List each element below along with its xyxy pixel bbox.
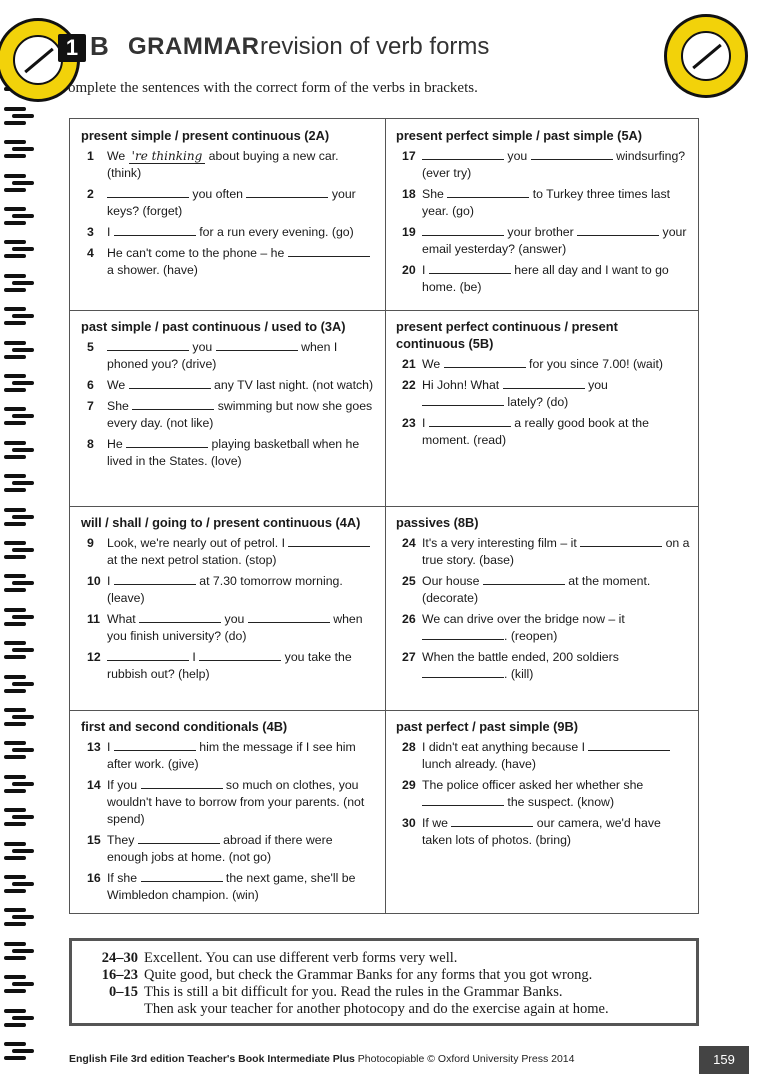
exercise-item — [81, 535, 375, 569]
item-text: She swimming but now she goes every day. (not like) — [107, 399, 373, 430]
exercise-grid — [69, 118, 699, 914]
item-text: We for you since 7.00! (wait) — [422, 357, 664, 371]
exercise-section — [70, 710, 385, 915]
spiral-coil — [4, 741, 34, 759]
exercise-item — [396, 262, 690, 296]
spiral-coil — [4, 1009, 34, 1027]
item-number: 5 — [87, 340, 94, 354]
stamp-slash-icon — [692, 44, 722, 69]
spiral-coil — [4, 708, 34, 726]
stamp-slash-icon — [24, 48, 54, 73]
item-text: I for a run every evening. (go) — [107, 225, 354, 239]
answer-blank[interactable] — [288, 245, 370, 257]
spiral-coil — [4, 474, 34, 492]
answer-blank[interactable] — [132, 398, 214, 410]
answer-blank[interactable] — [422, 148, 504, 160]
score-text: Excellent. You can use different verb forms very well. — [144, 950, 458, 966]
answer-blank[interactable] — [114, 573, 196, 585]
score-text: Then ask your teacher for another photocopy and do the exercise again at home. — [144, 1001, 609, 1017]
exercise-item — [396, 186, 690, 220]
answer-blank[interactable] — [447, 186, 529, 198]
answer-blank[interactable] — [114, 739, 196, 751]
spiral-coil — [4, 140, 34, 158]
item-text: We can drive over the bridge now – it . (reopen) — [422, 612, 625, 643]
exercise-item — [396, 356, 690, 373]
lesson-number-badge: 1 — [58, 34, 86, 62]
verb-hint: (think) — [107, 166, 142, 180]
item-number: 22 — [402, 378, 416, 392]
item-text: If you so much on clothes, you wouldn't have to borrow from your parents. (not spend) — [107, 778, 365, 826]
exercise-item — [396, 739, 690, 773]
item-number: 6 — [87, 378, 94, 392]
answer-blank[interactable] — [139, 611, 221, 623]
pdf-xchange-stamp-right[interactable] — [664, 14, 748, 98]
spiral-coil — [4, 808, 34, 826]
item-number: 29 — [402, 778, 416, 792]
heading-grammar: GRAMMAR — [128, 33, 260, 60]
answer-blank[interactable] — [503, 377, 585, 389]
exercise-item — [81, 245, 375, 279]
item-number: 24 — [402, 536, 416, 550]
stamp-center — [681, 31, 731, 81]
item-text: If we our camera, we'd have taken lots of photos. (bring) — [422, 816, 661, 847]
item-text: your brother your email yesterday? (answer) — [422, 225, 687, 256]
exercise-item — [81, 739, 375, 773]
spiral-coil — [4, 574, 34, 592]
exercise-item — [81, 377, 375, 394]
spiral-coil — [4, 942, 34, 960]
spiral-coil — [4, 107, 34, 125]
item-number: 2 — [87, 187, 94, 201]
page-number: 159 — [699, 1046, 749, 1074]
item-number: 15 — [87, 833, 101, 847]
spiral-coil — [4, 240, 34, 258]
exercise-item — [396, 224, 690, 258]
answer-blank[interactable] — [577, 224, 659, 236]
answer-blank[interactable] — [107, 339, 189, 351]
answer-blank[interactable] — [451, 815, 533, 827]
section-title: present simple / present continuous (2A) — [81, 128, 330, 143]
item-number: 26 — [402, 612, 416, 626]
item-number: 11 — [87, 612, 100, 626]
item-text-start: We — [107, 149, 126, 163]
exercise-item — [81, 436, 375, 470]
exercise-section — [385, 710, 700, 915]
lesson-letter: B — [90, 31, 109, 61]
answer-blank[interactable] — [580, 535, 662, 547]
score-row — [86, 950, 696, 967]
item-text: She to Turkey three times last year. (go) — [422, 187, 671, 218]
exercise-item — [396, 148, 690, 182]
item-text: What you when you finish university? (do) — [107, 612, 363, 643]
item-text: I you take the rubbish out? (help) — [107, 650, 352, 681]
spiral-coil — [4, 908, 34, 926]
page-footer — [69, 1053, 574, 1065]
item-text: I him the message if I see him after work. (give) — [107, 740, 356, 771]
item-text: They abroad if there were enough jobs at home. (not go) — [107, 833, 333, 864]
spiral-coil — [4, 307, 34, 325]
item-text: If she the next game, she'll be Wimbledon champion. (win) — [107, 871, 356, 902]
exercise-section — [70, 119, 385, 310]
exercise-section — [70, 506, 385, 710]
item-text — [107, 149, 339, 180]
item-text: Look, we're nearly out of petrol. I at the next petrol station. (stop) — [107, 536, 370, 567]
item-text: Hi John! What you lately? (do) — [422, 378, 608, 409]
section-title: will / shall / going to / present continuous (4A) — [81, 515, 361, 530]
exercise-item — [81, 649, 375, 683]
item-number: 30 — [402, 816, 416, 830]
exercise-item — [396, 573, 690, 607]
answer-blank[interactable] — [422, 394, 504, 406]
exercise-item — [396, 535, 690, 569]
spiral-coil — [4, 875, 34, 893]
answer-blank[interactable] — [141, 777, 223, 789]
item-number: 3 — [87, 225, 94, 239]
answer-blank[interactable] — [114, 224, 196, 236]
item-number: 27 — [402, 650, 416, 664]
item-number: 25 — [402, 574, 416, 588]
spiral-coil — [4, 407, 34, 425]
spiral-coil — [4, 274, 34, 292]
score-range: 16–23 — [101, 967, 138, 983]
item-number: 19 — [402, 225, 416, 239]
item-text: you windsurfing? (ever try) — [422, 149, 686, 180]
scoring-box — [69, 938, 699, 1026]
item-number: 4 — [87, 246, 94, 260]
item-text: you when I phoned you? (drive) — [107, 340, 338, 371]
item-text: I a really good book at the moment. (read) — [422, 416, 649, 447]
item-number: 23 — [402, 416, 416, 430]
spiral-coil — [4, 541, 34, 559]
exercise-item — [396, 815, 690, 849]
item-text: you often your keys? (forget) — [107, 187, 356, 218]
exercise-item — [396, 377, 690, 411]
section-title: passives (8B) — [396, 515, 479, 530]
item-number: 10 — [87, 574, 101, 588]
spiral-coil — [4, 842, 34, 860]
item-number: 1 — [87, 149, 94, 163]
exercise-item — [396, 415, 690, 449]
footer-copyright: Photocopiable © Oxford University Press 2014 — [357, 1053, 575, 1065]
answer-blank[interactable] — [531, 148, 613, 160]
item-number: 20 — [402, 263, 416, 277]
answer-blank[interactable] — [138, 832, 220, 844]
item-number: 16 — [87, 871, 101, 885]
spiral-coil — [4, 508, 34, 526]
spiral-coil — [4, 174, 34, 192]
answer-blank[interactable] — [129, 377, 211, 389]
item-text: He can't come to the phone – he a shower. (have) — [107, 246, 370, 277]
answer-blank[interactable] — [126, 436, 208, 448]
spiral-coil — [4, 775, 34, 793]
answer-blank[interactable] — [422, 224, 504, 236]
exercise-item — [81, 573, 375, 607]
spiral-coil — [4, 608, 34, 626]
spiral-coil — [4, 641, 34, 659]
item-text-end: about buying a new car. — [208, 149, 339, 163]
item-number: 18 — [402, 187, 416, 201]
score-range: 0–15 — [109, 984, 138, 1000]
exercise-item — [81, 398, 375, 432]
item-text: It's a very interesting film – it on a true story. (base) — [422, 536, 690, 567]
exercise-section — [70, 310, 385, 506]
section-title: present perfect simple / past simple (5A) — [396, 128, 643, 143]
spiral-coil — [4, 374, 34, 392]
instruction-text: omplete the sentences with the correct form of the verbs in brackets. — [68, 80, 478, 96]
exercise-item — [81, 611, 375, 645]
score-text: This is still a bit difficult for you. Read the rules in the Grammar Banks. — [144, 984, 563, 1000]
answer-blank[interactable] — [429, 262, 511, 274]
item-number: 28 — [402, 740, 416, 754]
spiral-coil — [4, 975, 34, 993]
exercise-item — [81, 148, 375, 182]
item-text: The police officer asked her whether she the suspect. (know) — [422, 778, 644, 809]
example-answer: 're thinking — [129, 149, 206, 164]
item-number: 8 — [87, 437, 94, 451]
section-title: past simple / past continuous / used to (3A) — [81, 319, 346, 334]
exercise-item — [81, 339, 375, 373]
answer-blank[interactable] — [422, 666, 504, 678]
answer-blank[interactable] — [288, 535, 370, 547]
answer-blank[interactable] — [107, 649, 189, 661]
item-number: 14 — [87, 778, 101, 792]
item-text: I at 7.30 tomorrow morning. (leave) — [107, 574, 343, 605]
score-text: Quite good, but check the Grammar Banks for any forms that you got wrong. — [144, 967, 593, 983]
section-title: first and second conditionals (4B) — [81, 719, 288, 734]
answer-blank[interactable] — [248, 611, 330, 623]
stamp-center — [13, 35, 63, 85]
exercise-section — [385, 310, 700, 506]
item-number: 13 — [87, 740, 101, 754]
answer-blank[interactable] — [422, 628, 504, 640]
exercise-item — [81, 870, 375, 904]
item-number: 7 — [87, 399, 94, 413]
answer-blank[interactable] — [107, 186, 189, 198]
answer-blank[interactable] — [429, 415, 511, 427]
answer-blank[interactable] — [483, 573, 565, 585]
spiral-coil — [4, 441, 34, 459]
item-text: We any TV last night. (not watch) — [107, 378, 374, 392]
heading-subtitle: revision of verb forms — [260, 33, 490, 60]
footer-book-title: English File 3rd edition Teacher's Book Intermediate Plus — [69, 1053, 355, 1065]
exercise-item — [81, 186, 375, 220]
score-row — [86, 984, 696, 1001]
item-number: 9 — [87, 536, 94, 550]
answer-blank[interactable] — [141, 870, 223, 882]
exercise-section — [385, 119, 700, 310]
score-row — [86, 1001, 696, 1018]
section-title: past perfect / past simple (9B) — [396, 719, 579, 734]
spiral-coil — [4, 1042, 34, 1060]
score-range: 24–30 — [101, 950, 138, 966]
item-number: 21 — [402, 357, 416, 371]
spiral-coil — [4, 207, 34, 225]
section-title: present perfect continuous / present continuous (5B) — [396, 319, 618, 351]
item-text: He playing basketball when he lived in the States. (love) — [107, 437, 360, 468]
answer-blank[interactable] — [588, 739, 670, 751]
answer-blank[interactable] — [199, 649, 281, 661]
item-text: I here all day and I want to go home. (be) — [422, 263, 669, 294]
item-number: 12 — [87, 650, 101, 664]
exercise-item — [81, 832, 375, 866]
item-text: I didn't eat anything because I lunch already. (have) — [422, 740, 670, 771]
spiral-binding — [0, 40, 36, 1080]
item-text: When the battle ended, 200 soldiers . (kill) — [422, 650, 619, 681]
exercise-item — [396, 649, 690, 683]
exercise-item — [396, 777, 690, 811]
score-row — [86, 967, 696, 984]
answer-blank[interactable] — [422, 794, 504, 806]
spiral-coil — [4, 675, 34, 693]
exercise-item — [396, 611, 690, 645]
item-number: 17 — [402, 149, 416, 163]
item-text: Our house at the moment. (decorate) — [422, 574, 651, 605]
answer-blank[interactable] — [444, 356, 526, 368]
exercise-section — [385, 506, 700, 710]
answer-blank[interactable] — [246, 186, 328, 198]
spiral-coil — [4, 341, 34, 359]
exercise-item — [81, 224, 375, 241]
answer-blank[interactable] — [216, 339, 298, 351]
exercise-item — [81, 777, 375, 828]
